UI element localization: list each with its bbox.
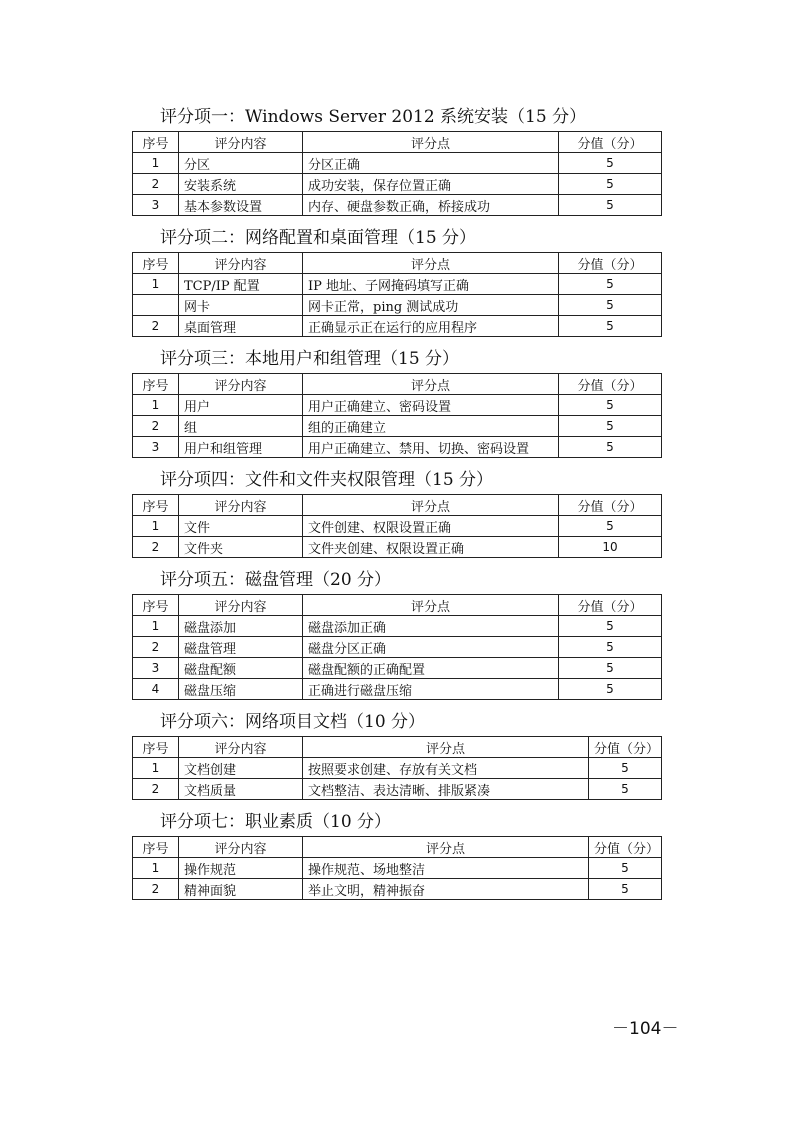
cell-score: 5 <box>559 637 662 658</box>
table-row <box>133 679 662 700</box>
cell-score: 5 <box>559 616 662 637</box>
table-header-row <box>133 595 662 616</box>
cell-content: 用户 <box>179 395 303 416</box>
table-row <box>133 316 662 337</box>
header-score: 分值（分） <box>559 595 662 616</box>
section-title: 评分项六：网络项目文档（10 分） <box>160 712 426 732</box>
header-point: 评分点 <box>303 253 559 274</box>
cell-no: 2 <box>133 537 179 558</box>
cell-no: 1 <box>133 616 179 637</box>
cell-score: 5 <box>559 416 662 437</box>
header-content: 评分内容 <box>179 253 303 274</box>
header-score: 分值（分） <box>559 374 662 395</box>
scoring-section <box>132 467 661 558</box>
cell-point: 用户正确建立、密码设置 <box>303 395 559 416</box>
header-content: 评分内容 <box>179 132 303 153</box>
cell-no: 3 <box>133 437 179 458</box>
table-row <box>133 516 662 537</box>
cell-content: 磁盘压缩 <box>179 679 303 700</box>
cell-no: 2 <box>133 416 179 437</box>
table-row <box>133 274 662 295</box>
section-title: 评分项一：Windows Server 2012 系统安装（15 分） <box>160 107 587 127</box>
table-row <box>133 879 662 900</box>
header-no: 序号 <box>133 495 179 516</box>
cell-point: 内存、硬盘参数正确，桥接成功 <box>303 195 559 216</box>
cell-point: 分区正确 <box>303 153 559 174</box>
cell-no: 2 <box>133 316 179 337</box>
cell-content: TCP/IP 配置 <box>179 274 303 295</box>
section-title: 评分项二：网络配置和桌面管理（15 分） <box>160 228 477 248</box>
table-row <box>133 637 662 658</box>
cell-no: 1 <box>133 153 179 174</box>
scoring-document <box>132 104 661 909</box>
scoring-table <box>132 131 662 216</box>
cell-content: 磁盘添加 <box>179 616 303 637</box>
scoring-table <box>132 373 662 458</box>
cell-point: 正确进行磁盘压缩 <box>303 679 559 700</box>
table-header-row <box>133 132 662 153</box>
cell-point: 成功安装，保存位置正确 <box>303 174 559 195</box>
cell-no: 3 <box>133 658 179 679</box>
header-score: 分值（分） <box>589 737 662 758</box>
cell-point: 网卡正常，ping 测试成功 <box>303 295 559 316</box>
cell-content: 磁盘配额 <box>179 658 303 679</box>
table-row <box>133 195 662 216</box>
header-score: 分值（分） <box>589 837 662 858</box>
header-content: 评分内容 <box>179 837 303 858</box>
cell-content: 桌面管理 <box>179 316 303 337</box>
table-row <box>133 758 662 779</box>
cell-score: 5 <box>589 758 662 779</box>
cell-no: 2 <box>133 879 179 900</box>
cell-content: 磁盘管理 <box>179 637 303 658</box>
cell-content: 文件夹 <box>179 537 303 558</box>
cell-no: 1 <box>133 858 179 879</box>
cell-score: 5 <box>589 858 662 879</box>
header-content: 评分内容 <box>179 495 303 516</box>
table-row <box>133 174 662 195</box>
header-point: 评分点 <box>303 495 559 516</box>
table-row <box>133 395 662 416</box>
cell-content: 基本参数设置 <box>179 195 303 216</box>
table-row <box>133 658 662 679</box>
cell-point: 文件创建、权限设置正确 <box>303 516 559 537</box>
cell-content: 分区 <box>179 153 303 174</box>
cell-no: 4 <box>133 679 179 700</box>
table-row <box>133 437 662 458</box>
table-row <box>133 616 662 637</box>
page-number: －104－ <box>612 1019 679 1039</box>
cell-score: 5 <box>559 437 662 458</box>
scoring-table <box>132 836 662 900</box>
cell-no <box>133 295 179 316</box>
cell-point: IP 地址、子网掩码填写正确 <box>303 274 559 295</box>
section-title: 评分项七：职业素质（10 分） <box>160 812 392 832</box>
header-content: 评分内容 <box>179 595 303 616</box>
header-content: 评分内容 <box>179 374 303 395</box>
table-row <box>133 537 662 558</box>
cell-point: 文件夹创建、权限设置正确 <box>303 537 559 558</box>
cell-no: 2 <box>133 637 179 658</box>
scoring-table <box>132 494 662 558</box>
cell-score: 5 <box>559 174 662 195</box>
scoring-section <box>132 225 661 337</box>
cell-point: 举止文明，精神振奋 <box>303 879 589 900</box>
cell-no: 1 <box>133 395 179 416</box>
cell-score: 5 <box>559 295 662 316</box>
cell-point: 按照要求创建、存放有关文档 <box>303 758 589 779</box>
scoring-section <box>132 709 661 800</box>
cell-score: 5 <box>559 316 662 337</box>
header-point: 评分点 <box>303 132 559 153</box>
cell-score: 5 <box>559 195 662 216</box>
cell-no: 3 <box>133 195 179 216</box>
header-content: 评分内容 <box>179 737 303 758</box>
header-no: 序号 <box>133 374 179 395</box>
section-title: 评分项四：文件和文件夹权限管理（15 分） <box>160 470 494 490</box>
header-score: 分值（分） <box>559 495 662 516</box>
cell-score: 5 <box>589 879 662 900</box>
cell-content: 组 <box>179 416 303 437</box>
cell-content: 文档创建 <box>179 758 303 779</box>
cell-point: 操作规范、场地整洁 <box>303 858 589 879</box>
table-row <box>133 295 662 316</box>
header-point: 评分点 <box>303 595 559 616</box>
cell-point: 磁盘配额的正确配置 <box>303 658 559 679</box>
table-row <box>133 858 662 879</box>
cell-score: 5 <box>559 153 662 174</box>
scoring-section <box>132 346 661 458</box>
cell-point: 用户正确建立、禁用、切换、密码设置 <box>303 437 559 458</box>
header-no: 序号 <box>133 595 179 616</box>
cell-no: 2 <box>133 779 179 800</box>
cell-content: 网卡 <box>179 295 303 316</box>
section-title: 评分项五：磁盘管理（20 分） <box>160 570 392 590</box>
table-header-row <box>133 495 662 516</box>
scoring-table <box>132 736 662 800</box>
header-score: 分值（分） <box>559 132 662 153</box>
scoring-table <box>132 594 662 700</box>
cell-content: 文件 <box>179 516 303 537</box>
table-header-row <box>133 374 662 395</box>
cell-score: 5 <box>559 679 662 700</box>
header-point: 评分点 <box>303 374 559 395</box>
cell-score: 5 <box>559 274 662 295</box>
scoring-section <box>132 809 661 900</box>
cell-no: 2 <box>133 174 179 195</box>
header-score: 分值（分） <box>559 253 662 274</box>
cell-point: 正确显示正在运行的应用程序 <box>303 316 559 337</box>
cell-no: 1 <box>133 516 179 537</box>
cell-content: 安装系统 <box>179 174 303 195</box>
cell-score: 5 <box>559 395 662 416</box>
header-point: 评分点 <box>303 837 589 858</box>
cell-point: 磁盘分区正确 <box>303 637 559 658</box>
header-no: 序号 <box>133 837 179 858</box>
cell-score: 5 <box>559 658 662 679</box>
header-point: 评分点 <box>303 737 589 758</box>
cell-no: 1 <box>133 758 179 779</box>
cell-content: 操作规范 <box>179 858 303 879</box>
cell-content: 用户和组管理 <box>179 437 303 458</box>
table-row <box>133 416 662 437</box>
cell-score: 10 <box>559 537 662 558</box>
cell-no: 1 <box>133 274 179 295</box>
table-header-row <box>133 253 662 274</box>
table-row <box>133 153 662 174</box>
scoring-section <box>132 104 661 216</box>
section-title: 评分项三：本地用户和组管理（15 分） <box>160 349 460 369</box>
scoring-table <box>132 252 662 337</box>
table-row <box>133 779 662 800</box>
cell-point: 文档整洁、表达清晰、排版紧凑 <box>303 779 589 800</box>
cell-content: 文档质量 <box>179 779 303 800</box>
header-no: 序号 <box>133 253 179 274</box>
table-header-row <box>133 837 662 858</box>
cell-point: 组的正确建立 <box>303 416 559 437</box>
cell-point: 磁盘添加正确 <box>303 616 559 637</box>
cell-score: 5 <box>559 516 662 537</box>
table-header-row <box>133 737 662 758</box>
scoring-section <box>132 567 661 700</box>
header-no: 序号 <box>133 737 179 758</box>
cell-content: 精神面貌 <box>179 879 303 900</box>
cell-score: 5 <box>589 779 662 800</box>
header-no: 序号 <box>133 132 179 153</box>
